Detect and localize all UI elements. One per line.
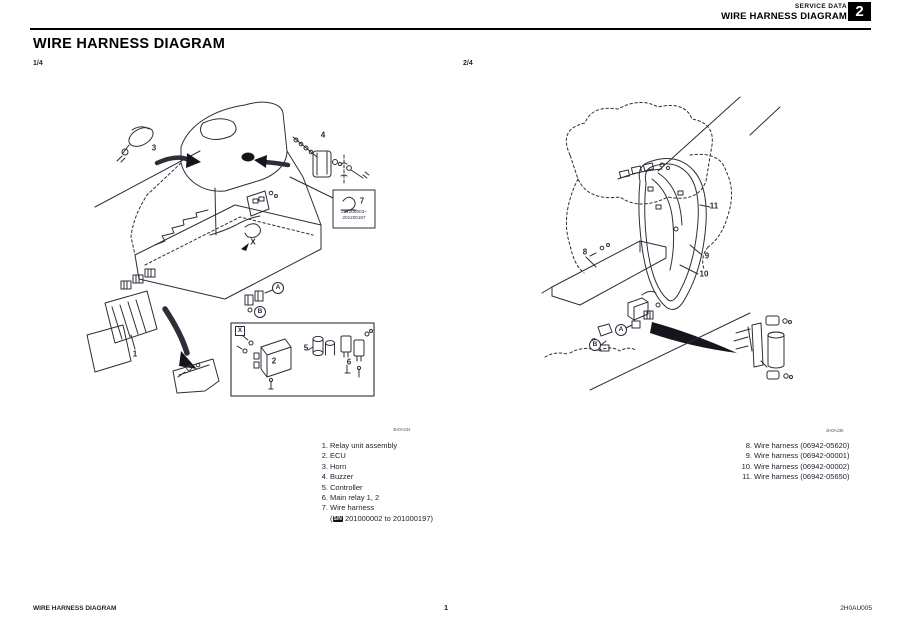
grommet-and-arrow	[242, 153, 289, 169]
part-name: Main relay 1, 2	[330, 493, 380, 503]
part-row	[318, 441, 433, 451]
part-row	[318, 472, 433, 482]
wire-harness-diagram-1	[85, 85, 425, 435]
horn-drawing	[117, 124, 156, 162]
callout-6: 6	[346, 357, 352, 367]
serial-number-note	[330, 514, 433, 524]
callout-7: 7	[359, 196, 365, 206]
wire-harness-diagram-2	[540, 95, 898, 433]
figure-code-1: 2H0A234	[393, 427, 411, 432]
footer-section-title: WIRE HARNESS DIAGRAM	[33, 605, 117, 612]
part-name: Horn	[330, 461, 347, 471]
part-num: 3.	[321, 461, 328, 471]
diagram-2-line-art	[540, 95, 898, 415]
callout-circle-b: B	[254, 306, 266, 318]
x-view-arrow	[241, 243, 249, 251]
part-row	[318, 462, 433, 472]
callout-4: 4	[320, 130, 326, 140]
part-num: 7.	[321, 503, 328, 513]
part-row	[318, 493, 433, 503]
relay-unit-assembly	[105, 291, 157, 349]
part-name: ECU	[330, 451, 346, 461]
parts-list-2	[738, 441, 849, 483]
engine-outline-dashed	[545, 102, 732, 357]
part-num: 9.	[745, 451, 752, 461]
figure-code-2: 2H0A235	[826, 428, 844, 433]
header-rule	[30, 28, 871, 30]
part-num: 8.	[745, 441, 752, 450]
callout-10: 10	[699, 269, 709, 279]
part-num: 4.	[321, 472, 328, 482]
part-num: 10.	[741, 461, 752, 471]
diagram-1-line-art	[85, 85, 425, 435]
part-name: Relay unit assembly	[330, 441, 398, 450]
part-num: 11.	[742, 472, 752, 482]
lower-connector-cluster	[628, 291, 660, 328]
header-kicker: SERVICE DATA	[794, 3, 847, 10]
blank-plate	[87, 325, 131, 372]
part-name: Wire harness (06942-05620)	[754, 441, 850, 450]
routing-arrow-left	[157, 153, 201, 168]
ground-line	[590, 313, 750, 390]
callout-circle-a2: A	[615, 324, 627, 336]
cylinder-assembly	[734, 316, 793, 379]
callout-9: 9	[704, 251, 710, 261]
part-name: Controller	[330, 482, 363, 492]
header-section-title: WIRE HARNESS DIAGRAM	[721, 11, 847, 22]
part-row	[318, 451, 433, 461]
x-view-marker: X	[250, 237, 256, 247]
part-row	[738, 451, 849, 461]
callout-3: 3	[151, 143, 157, 153]
serial-number-badge-icon: S/N	[333, 515, 342, 522]
note-prefix: (	[330, 513, 333, 523]
part-name: Wire harness (06942-05650)	[754, 472, 850, 482]
footer-page-number: 1	[444, 603, 449, 612]
callout-2: 2	[271, 356, 277, 366]
buzzer-drawing	[293, 137, 369, 185]
footer-doc-code: 2H0AU005	[840, 605, 872, 612]
callout-circle-a: A	[272, 282, 284, 294]
routing-arrow-bottom	[165, 309, 197, 369]
part-name: Wire harness (06942-00001)	[754, 451, 850, 461]
part-num: 1.	[321, 441, 328, 450]
parts-list-1	[318, 441, 433, 524]
part-name: Wire harness	[330, 503, 375, 513]
part-row	[738, 441, 849, 451]
note-text: 201000002 to 201000197)	[344, 513, 433, 523]
part-name: Buzzer	[330, 472, 354, 482]
part-num: 5.	[321, 482, 328, 492]
part-row	[738, 462, 849, 472]
chassis-deck	[135, 205, 321, 299]
callout-circle-b2: B	[589, 339, 601, 351]
callout-5: 5	[303, 343, 309, 353]
chapter-number-badge: 2	[848, 2, 871, 21]
callout-11: 11	[709, 201, 719, 211]
sheet-label-1of4: 1/4	[33, 60, 43, 67]
part-name: Wire harness (06942-00002)	[754, 461, 850, 471]
part-num: 6.	[321, 493, 328, 503]
part-row	[318, 503, 433, 513]
detail-inset-x	[231, 323, 374, 396]
callout-1: 1	[132, 349, 138, 359]
harness-loop	[639, 159, 710, 310]
sheet-label-2of4: 2/4	[463, 60, 473, 67]
x-inset-label: X	[235, 326, 245, 336]
part-row	[318, 483, 433, 493]
routing-swoosh-arrow	[650, 322, 737, 353]
part-row	[738, 472, 849, 482]
part-num: 2.	[321, 451, 328, 461]
callout-8: 8	[582, 247, 588, 257]
inset-serial-range: 201200003~ 201200197	[341, 209, 367, 221]
page-title: WIRE HARNESS DIAGRAM	[33, 36, 226, 52]
